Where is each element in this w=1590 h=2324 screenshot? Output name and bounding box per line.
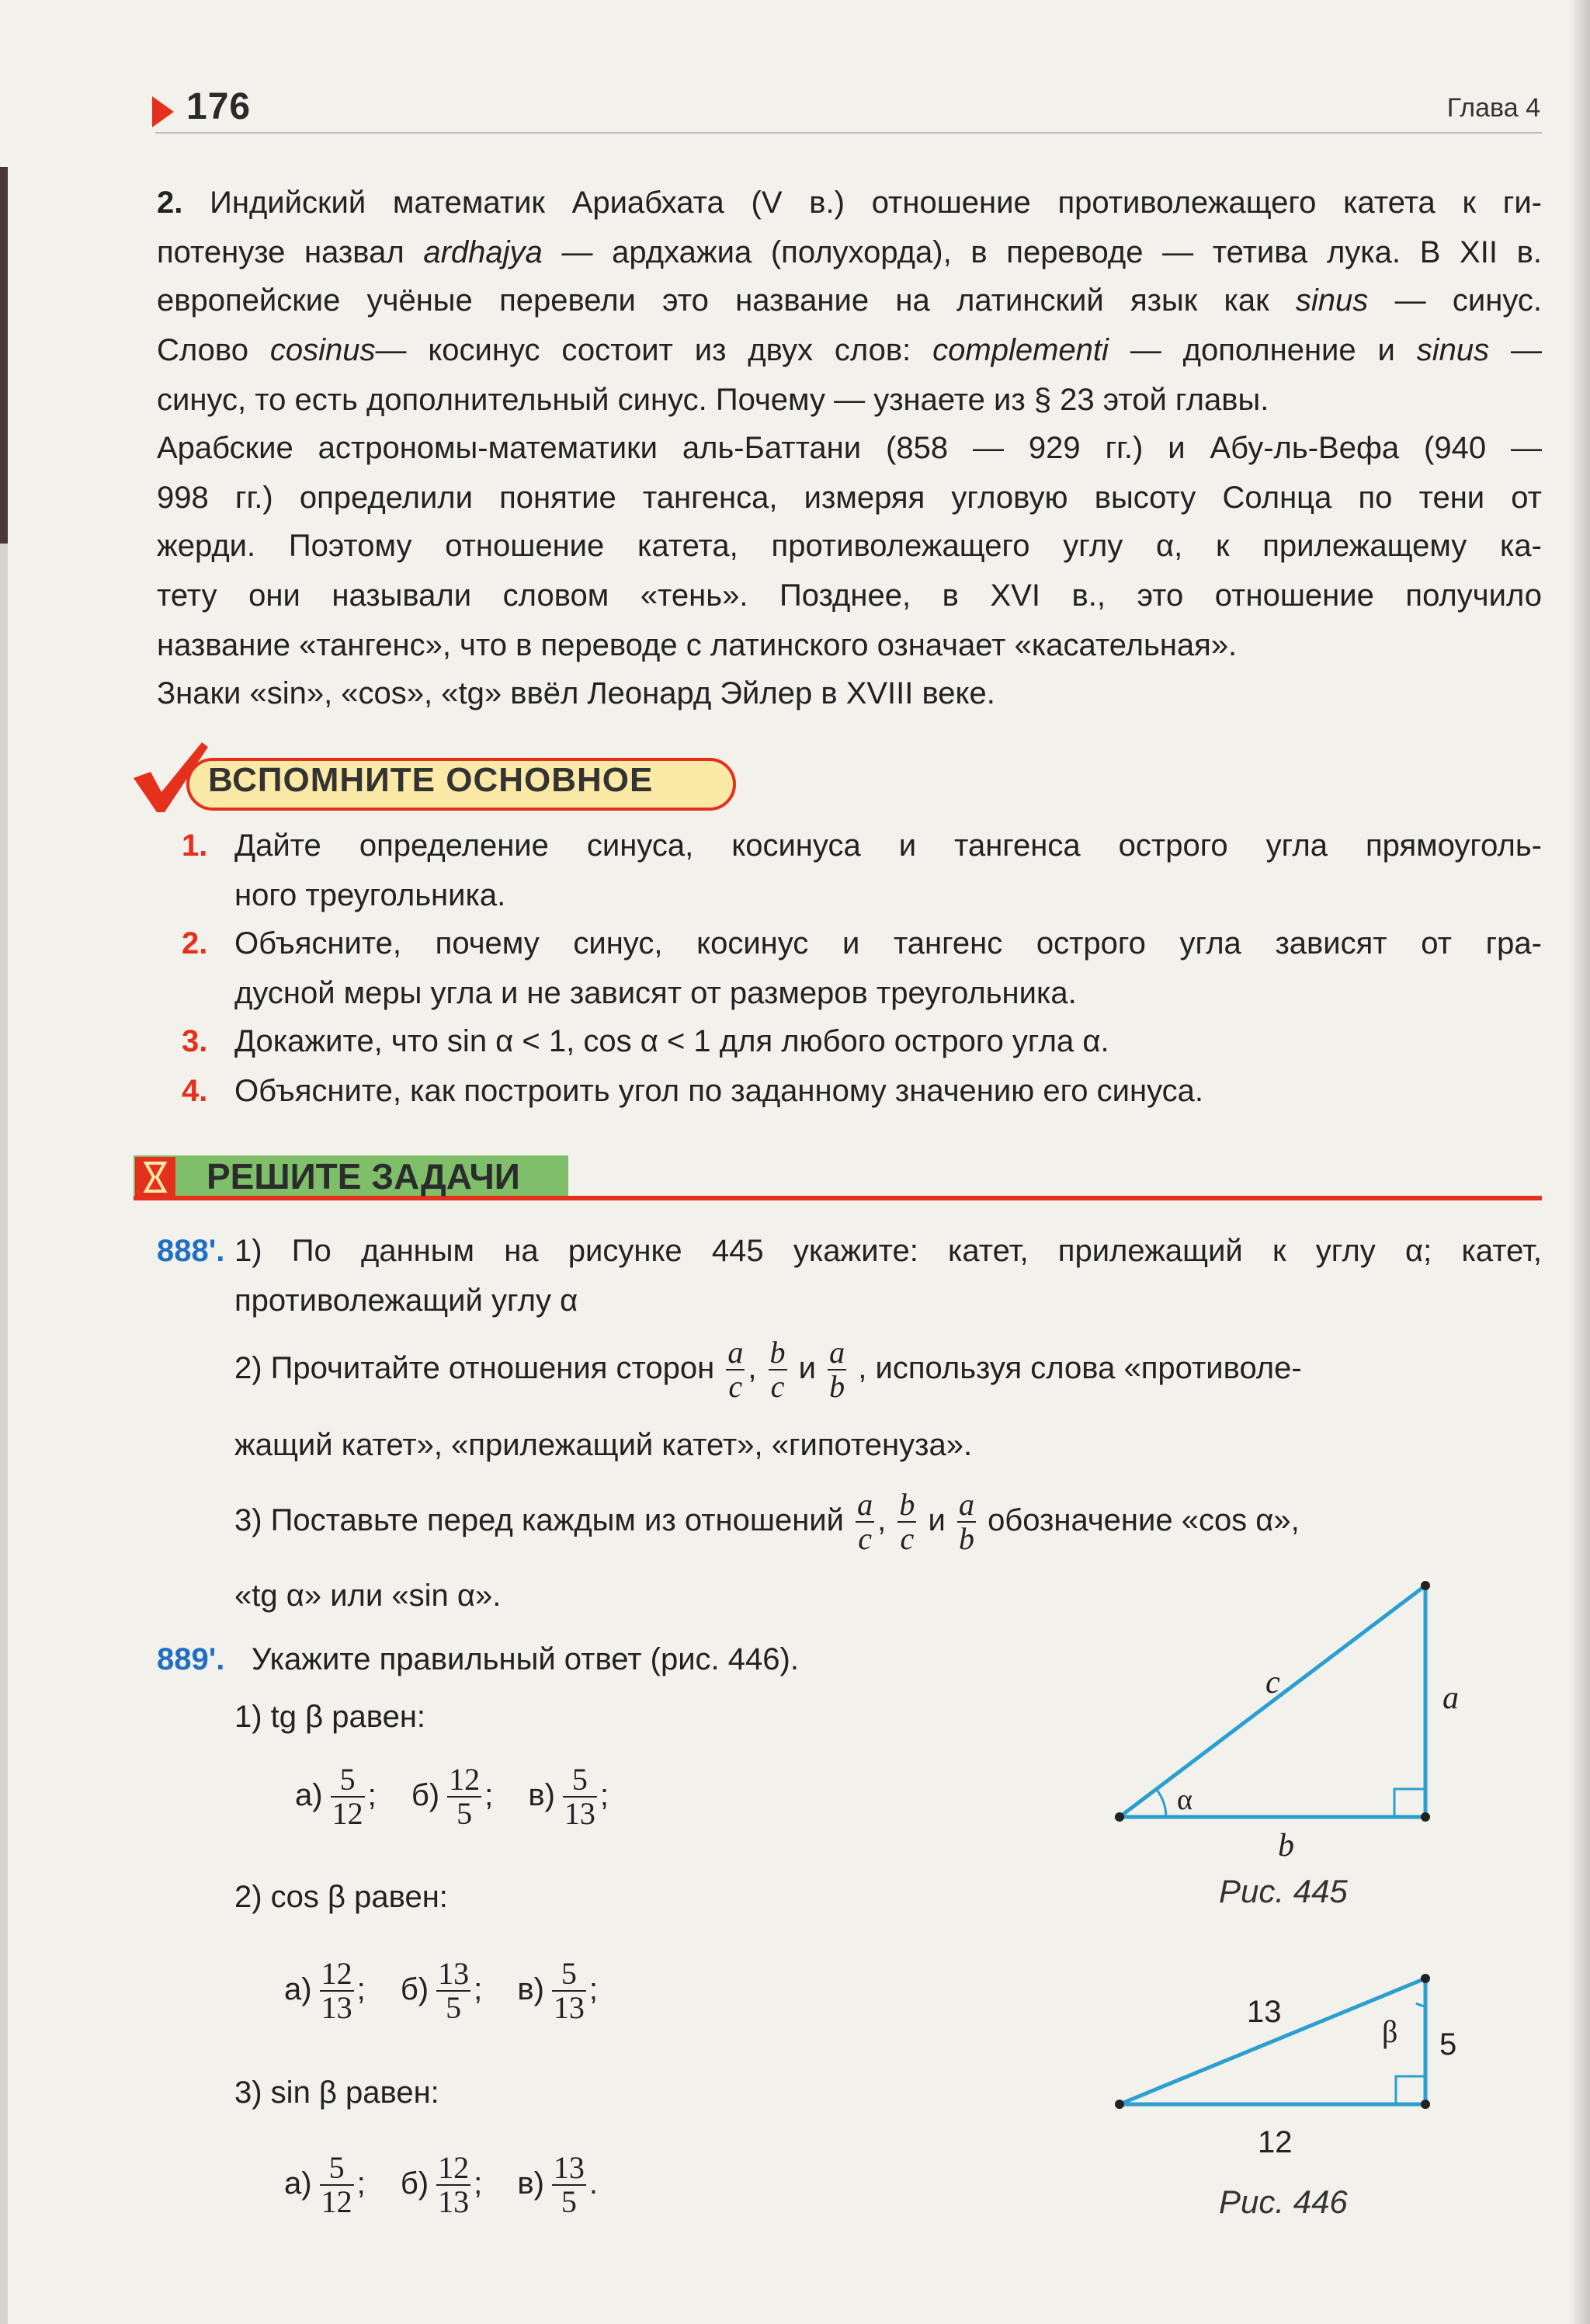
option-c: в) $\frac{5}{13}$ ; xyxy=(517,1956,599,2026)
task-889-title: Укажите правильный ответ (рис. 446). xyxy=(252,1642,799,1676)
history-line-11: Знаки «sin», «cos», «tg» ввёл Леонард Эйлер в XVIII веке. xyxy=(157,676,995,710)
figure-446 xyxy=(1102,1957,1506,2252)
history-line-4: Слово cosinus— косинус состоит из двух слов: complementi — дополнение и sinus — xyxy=(157,333,1542,367)
task-888-part2-line2: жащий катет», «прилежащий катет», «гипотенуза». xyxy=(234,1428,973,1462)
review-q2-num: 2. xyxy=(182,926,208,961)
fraction-b-over-c: $\frac{b}{c}$ xyxy=(769,1335,786,1405)
option-a: а) $\frac{5}{12}$ ; xyxy=(284,2150,366,2220)
history-line-6: Арабские астрономы-математики аль-Баттани (858 — 929 гг.) и Абу-ль-Вефа (940 — xyxy=(157,431,1542,465)
label-alpha: α xyxy=(1177,1784,1192,1816)
option-b: б) $\frac{12}{5}$ ; xyxy=(411,1762,494,1832)
figure-446-caption: Рис. 446 xyxy=(1219,2183,1348,2220)
task-889-part1-label: 1) tg β равен: xyxy=(234,1700,426,1734)
label-b: b xyxy=(1278,1828,1294,1864)
label-vertical-leg: 5 xyxy=(1439,2027,1457,2062)
task-889-part2-options xyxy=(284,1951,624,2028)
history-line-8: жерди. Поэтому отношение катета, противолежащего углу α, к прилежащему ка- xyxy=(157,529,1542,563)
review-q4-num: 4. xyxy=(182,1074,208,1108)
option-a: а) $\frac{5}{12}$ ; xyxy=(295,1762,377,1832)
fraction-a-over-c: $\frac{a}{c}$ xyxy=(857,1487,873,1557)
figure-445 xyxy=(1102,1568,1506,1910)
task-888-part3-line2: «tg α» или «sin α». xyxy=(234,1579,502,1613)
fraction-a-over-b: $\frac{a}{b}$ xyxy=(829,1335,845,1405)
header-rule xyxy=(155,132,1542,134)
fraction-b-over-c: $\frac{b}{c}$ xyxy=(899,1487,915,1557)
review-q4-line1: Объясните, как построить угол по заданному значению его синуса. xyxy=(234,1074,1204,1108)
task-888-part2-line1: 2) Прочитайте отношения сторон $\frac{a}{c}$ , $\frac{b}{c}$ и $\frac{a}{b}$ , используя слова «противоле- xyxy=(234,1335,1302,1405)
task-888-part1-line1: 1) По данным на рисунке 445 укажите: катет, прилежащий к углу α; катет, xyxy=(234,1234,1542,1268)
option-a: а) $\frac{12}{13}$ ; xyxy=(284,1956,366,2026)
history-line-2: потенузе назвал ardhajya — ардхажиа (полухорда), в переводе — тетива лука. В XII в. xyxy=(157,235,1542,269)
label-c: c xyxy=(1265,1665,1280,1700)
page-marker-icon xyxy=(152,96,174,127)
right-angle-mark xyxy=(1396,2076,1425,2104)
review-q1-line2: ного треугольника. xyxy=(234,878,506,912)
task-888-part1-line2: противолежащий углу α xyxy=(234,1284,578,1318)
history-line-3: европейские учёные перевели это название на латинский язык как sinus — синус. xyxy=(157,283,1543,318)
task-889-part2-label: 2) cos β равен: xyxy=(234,1880,448,1914)
right-angle-mark xyxy=(1394,1789,1425,1817)
review-q2-line2: дусной меры угла и не зависят от размеров треугольника. xyxy=(234,976,1077,1010)
label-hypotenuse: 13 xyxy=(1247,1995,1282,2029)
review-q1-num: 1. xyxy=(182,829,208,863)
option-b: б) $\frac{13}{5}$ ; xyxy=(400,1956,483,2026)
history-line-5: синус, то есть дополнительный синус. Почему — узнаете из § 23 этой главы. xyxy=(157,383,1269,417)
option-c: в) $\frac{5}{13}$ ; xyxy=(528,1762,609,1832)
history-line-7: 998 гг.) определили понятие тангенса, измеряя угловую высоту Солнца по тени от xyxy=(157,481,1542,515)
triangle-445 xyxy=(1120,1586,1425,1817)
task-889-part1-options xyxy=(295,1756,635,1834)
option-b: б) $\frac{12}{13}$ ; xyxy=(400,2150,483,2220)
checkmark-icon xyxy=(127,738,213,815)
label-horizontal-leg: 12 xyxy=(1258,2125,1293,2159)
figure-445-caption: Рис. 445 xyxy=(1219,1873,1348,1909)
task-889-num: 889'. xyxy=(157,1642,225,1676)
task-888-part3-line1: 3) Поставьте перед каждым из отношений $\frac{a}{c}$ , $\frac{b}{c}$ и $\frac{a}{b}$ обозначение «cos α», xyxy=(234,1487,1300,1557)
fraction-a-over-c: $\frac{a}{c}$ xyxy=(727,1335,744,1405)
tasks-title: РЕШИТЕ ЗАДАЧИ xyxy=(207,1156,520,1197)
task-889-part3-label: 3) sin β равен: xyxy=(234,2076,439,2110)
page-edge-shadow xyxy=(1570,0,1590,2324)
page-spine-light xyxy=(0,544,8,2324)
task-888-num: 888'. xyxy=(157,1234,225,1268)
review-title: ВСПОМНИТЕ ОСНОВНОЕ xyxy=(208,761,654,799)
page-spine-dark xyxy=(0,167,8,547)
label-a: a xyxy=(1442,1680,1459,1716)
hourglass-icon xyxy=(135,1157,175,1197)
chapter-label: Глава 4 xyxy=(1446,93,1540,123)
review-q2-line1: Объясните, почему синус, косинус и тангенс острого угла зависят от гра- xyxy=(234,926,1542,961)
history-line-9: тету они называли словом «тень». Позднее, в XVI в., это отношение получило xyxy=(157,578,1542,613)
option-c: в) $\frac{13}{5}$ . xyxy=(517,2150,599,2220)
label-beta: β xyxy=(1382,2014,1398,2049)
history-line-10: название «тангенс», что в переводе с латинского означает «касательная». xyxy=(157,628,1238,662)
history-line-1: 2. Индийский математик Ариабхата (V в.) отношение противолежащего катета к ги- xyxy=(157,186,1542,220)
review-q3-line1: Докажите, что sin α < 1, cos α < 1 для любого острого угла α. xyxy=(234,1024,1109,1058)
page-number: 176 xyxy=(186,86,252,127)
task-889-part3-options xyxy=(284,2145,624,2222)
fraction-a-over-b: $\frac{a}{b}$ xyxy=(958,1487,974,1557)
review-q1-line1: Дайте определение синуса, косинуса и тангенса острого угла прямоуголь- xyxy=(234,829,1542,863)
angle-alpha-arc xyxy=(1157,1790,1166,1817)
review-q3-num: 3. xyxy=(182,1024,208,1058)
